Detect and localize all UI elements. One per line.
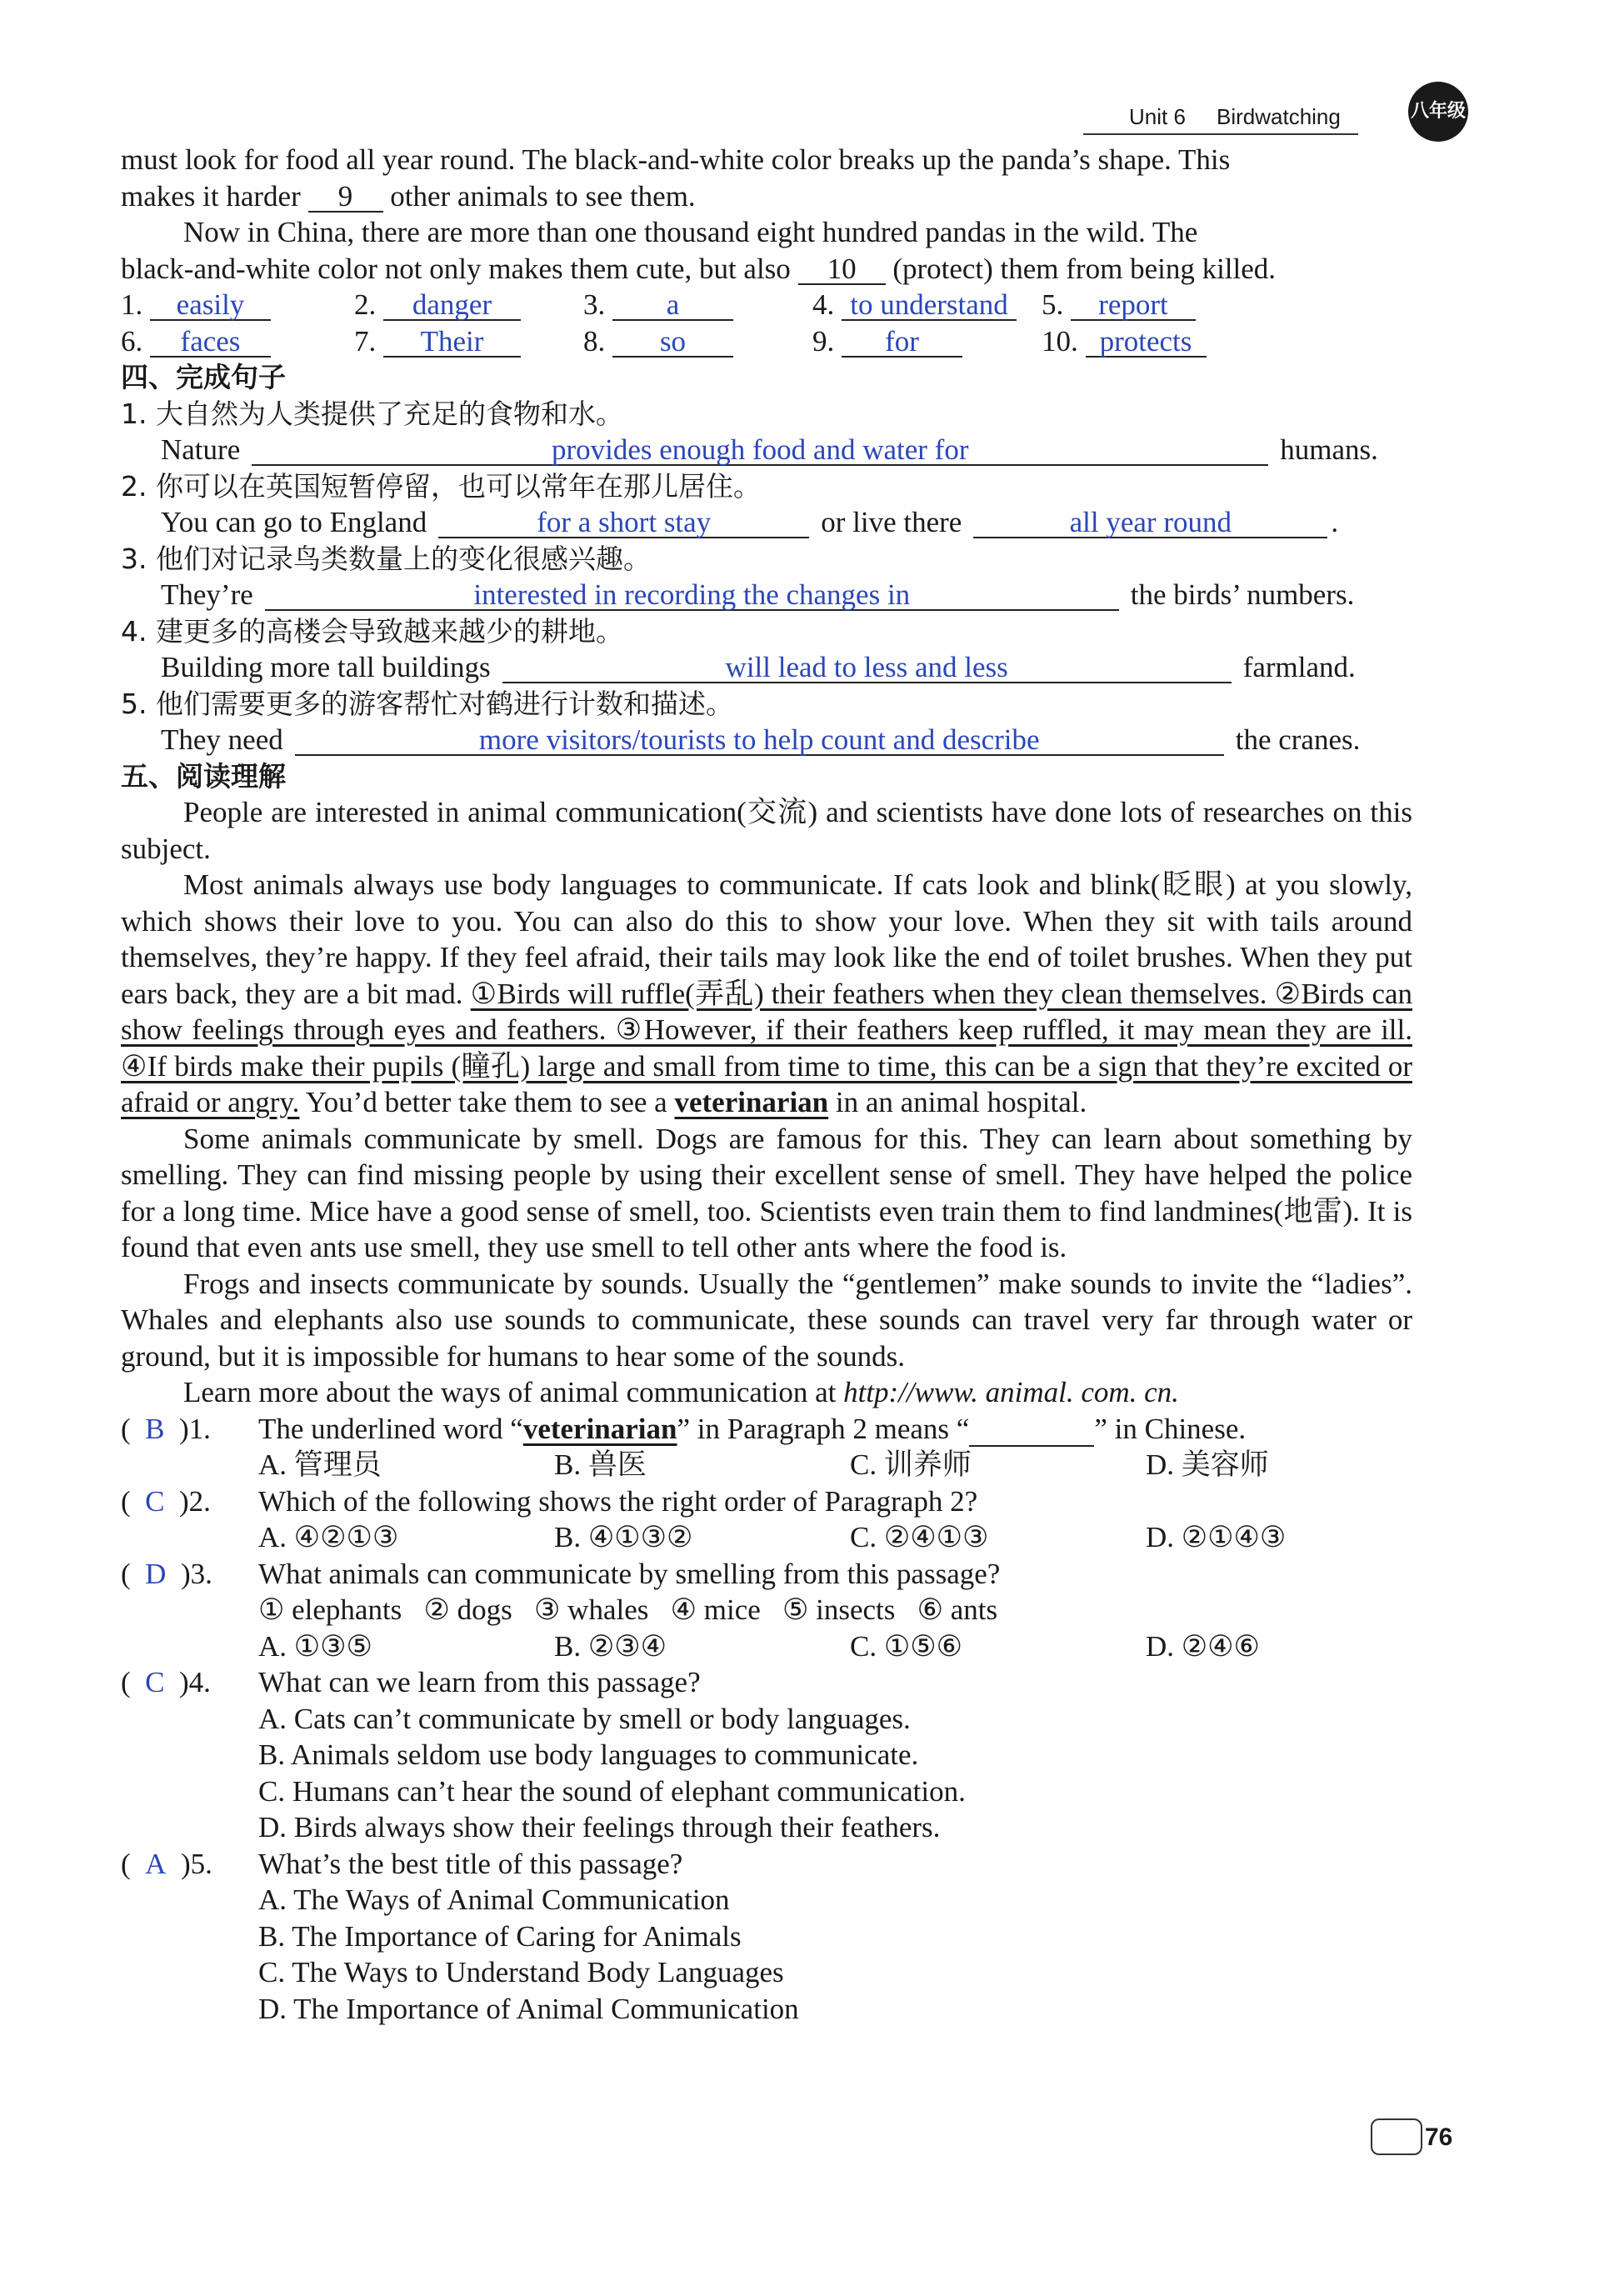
answer-6: faces xyxy=(150,328,271,358)
page-number: 76 xyxy=(1425,2123,1453,2151)
prompt-zh: 3. 他们对记录鸟类数量上的变化很感兴趣。 xyxy=(121,542,651,575)
option: D. ②①④③ xyxy=(1146,1521,1287,1553)
choice-answer: D xyxy=(145,1557,167,1590)
option: A. Cats can’t communicate by smell or body languages. xyxy=(258,1702,911,1735)
question-1: ( B )1. The underlined word “ veterinarian ” in Paragraph 2 means “ ” in Chinese. xyxy=(121,1411,1412,1448)
sentence-answer: provides enough food and water for xyxy=(252,436,1268,466)
option: A. ④②①③ xyxy=(258,1521,399,1553)
option: D. 美容师 xyxy=(1146,1448,1269,1481)
answer-10: protects xyxy=(1086,328,1207,358)
unit-title: Birdwatching xyxy=(1217,104,1341,129)
sentence-row: You can go to England for a short stay or live there all year round . xyxy=(161,506,1339,538)
sentence-answer: more visitors/tourists to help count and describe xyxy=(295,726,1224,756)
passage-line: must look for food all year round. The black-and-white color breaks up the panda’s shape. This xyxy=(121,143,1231,176)
reading-paragraph-4: Frogs and insects communicate by sounds. Usually the “gentlemen” make sounds to invite the “ladies”. Whales and elephants also use sounds to communicate, these sounds can travel very far through water or ground, but it is impossible for humans to hear some of the sounds. xyxy=(121,1267,1412,1373)
answer-8: so xyxy=(612,328,733,358)
option: D. The Importance of Animal Communication xyxy=(258,1992,799,2025)
reading-paragraph-2: Most animals always use body languages to communicate. If cats look and blink(眨眼) at you slowly, which shows their love to you. You can also do this to show your love. When they sit with tails around themselves, they’re happy. If they feel afraid, their tails may look like the end of toilet brushes. When they put ears back, they are a bit mad. ①Birds will ruffle(弄乱) their feathers when they clean themselves. ②Birds can show feelings through eyes and feathers. ③However, if their feathers keep ruffled, it may mean they are ill. ④If birds make their pupils (瞳孔) large and small from time to time, this can be a sign that they’re excited or afraid or angry. You’d better take them to see a veterinarian in an animal hospital. xyxy=(121,868,1413,1118)
sentence-answer: for a short stay xyxy=(438,508,809,538)
page-body xyxy=(121,142,1412,2027)
reading-paragraph-1: People are interested in animal communication(交流) and scientists have done lots of researches on this subject. xyxy=(121,796,1412,865)
sentence-answer: will lead to less and less xyxy=(502,653,1232,683)
animal-list: ① elephants ② dogs ③ whales ④ mice ⑤ insects ⑥ ants xyxy=(258,1593,998,1626)
answer-7: Their xyxy=(383,328,521,358)
option: C. ①⑤⑥ xyxy=(850,1629,962,1663)
question-4: ( C )4. What can we learn from this passage? xyxy=(121,1666,701,1698)
sentence-answer: interested in recording the changes in xyxy=(265,581,1119,611)
prompt-zh: 1. 大自然为人类提供了充足的食物和水。 xyxy=(121,397,623,430)
choice-answer: B xyxy=(145,1412,165,1445)
answer-4: to understand xyxy=(842,291,1017,321)
option: C. Humans can’t hear the sound of elephant communication. xyxy=(258,1774,966,1808)
page-header xyxy=(1083,98,1358,135)
passage-line: makes it harder 9 other animals to see them. xyxy=(121,179,696,213)
website-url: http://www. animal. com. cn. xyxy=(843,1376,1179,1408)
fill-answers-grid: 1. easily 2. danger 3. a 4. to understand 5. report 6. faces 7. Their 8. so 9. for 10. protects xyxy=(121,287,1412,359)
option: A. 管理员 xyxy=(258,1448,382,1481)
option: B. ②③④ xyxy=(554,1629,667,1663)
passage-line: black-and-white color not only makes them cute, but also 10 (protect) them from being killed. xyxy=(121,252,1277,285)
choice-answer: C xyxy=(145,1666,165,1698)
reading-paragraph-5: Learn more about the ways of animal communication at http://www. animal. com. cn. xyxy=(183,1376,1179,1408)
sentence-row: Building more tall buildings will lead to less and less farmland. xyxy=(161,651,1356,683)
options xyxy=(121,1628,1412,1665)
answer-5: report xyxy=(1071,291,1196,321)
option: D. ②④⑥ xyxy=(1146,1629,1260,1663)
sentence-row: Nature provides enough food and water for humans. xyxy=(161,433,1378,466)
prompt-zh: 4. 建更多的高楼会导致越来越少的耕地。 xyxy=(121,614,623,648)
choice-answer: A xyxy=(145,1847,167,1880)
section-title: 四、完成句子 xyxy=(121,361,286,393)
answer-1: easily xyxy=(150,291,271,321)
option: C. 训养师 xyxy=(850,1448,972,1481)
question-2: ( C )2. Which of the following shows the right order of Paragraph 2? xyxy=(121,1484,978,1518)
camera-icon xyxy=(1371,2118,1422,2155)
sentence-row: They need more visitors/tourists to help count and describe the cranes. xyxy=(161,723,1361,756)
unit-label: Unit 6 xyxy=(1129,104,1186,129)
options xyxy=(121,1447,1412,1483)
key-word: veterinarian xyxy=(674,1086,829,1118)
option: A. ①③⑤ xyxy=(258,1629,372,1663)
sentence-row: They’re interested in recording the changes in the birds’ numbers. xyxy=(161,578,1355,611)
option: A. The Ways of Animal Communication xyxy=(258,1883,730,1916)
answer-9: for xyxy=(842,328,962,358)
options xyxy=(121,1519,1412,1556)
option: C. The Ways to Understand Body Languages xyxy=(258,1956,784,1988)
grade-logo-icon: 八年级 xyxy=(1408,82,1468,142)
option: C. ②④①③ xyxy=(850,1521,989,1553)
question-5: ( A )5. What’s the best title of this passage? xyxy=(121,1847,683,1880)
prompt-zh: 5. 他们需要更多的游客帮忙对鹤进行计数和描述。 xyxy=(121,687,733,720)
choice-answer: C xyxy=(145,1484,165,1518)
passage-line: Now in China, there are more than one thousand eight hundred pandas in the wild. The xyxy=(183,216,1198,248)
option: D. Birds always show their feelings through their feathers. xyxy=(258,1811,941,1843)
option: B. 兽医 xyxy=(554,1448,647,1481)
section-title: 五、阅读理解 xyxy=(121,759,286,793)
option: B. Animals seldom use body languages to communicate. xyxy=(258,1738,919,1771)
option: B. ④①③② xyxy=(554,1521,693,1553)
prompt-zh: 2. 你可以在英国短暂停留，也可以常年在那儿居住。 xyxy=(121,469,761,503)
answer-3: a xyxy=(612,291,733,321)
answer-2: danger xyxy=(383,291,521,321)
reading-paragraph-3: Some animals communicate by smell. Dogs are famous for this. They can learn about something by smelling. They can find missing people by using their excellent sense of smell. They have helped the police for a long time. Mice have a good sense of smell, too. Scientists even train them to find landmines(地雷). It is found that even ants use smell, they use smell to tell other ants where the food is. xyxy=(121,1122,1412,1263)
question-3: ( D )3. What animals can communicate by smelling from this passage? xyxy=(121,1557,1001,1590)
blank-9: 9 xyxy=(308,183,383,213)
option: B. The Importance of Caring for Animals xyxy=(258,1919,742,1953)
sentence-answer: all year round xyxy=(973,508,1327,538)
blank-10: 10 xyxy=(798,255,886,285)
